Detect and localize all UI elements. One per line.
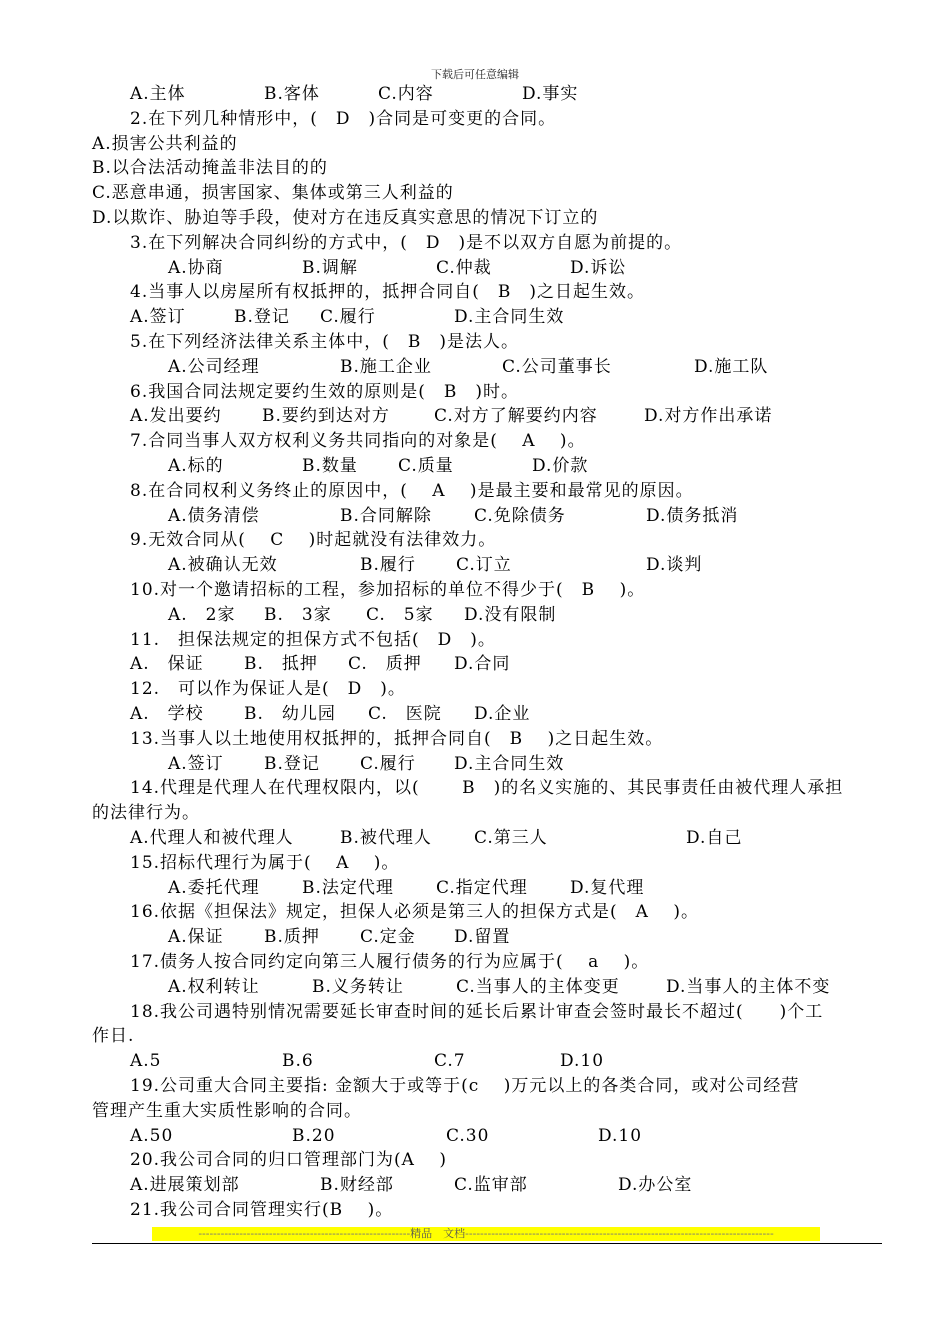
footer-dashes-left: --------------------------------------------------------- <box>198 1227 411 1240</box>
text-line: 3.在下列解决合同纠纷的方式中，( D )是不以双方自愿为前提的。 <box>130 232 683 253</box>
text-line: 作日. <box>92 1026 135 1047</box>
text-line: C.恶意串通，损害国家、集体或第三人利益的 <box>92 183 454 204</box>
option-item: C.仲裁 <box>436 257 492 278</box>
option-item: B.财经部 <box>320 1175 394 1196</box>
option-item: A.公司经理 <box>168 356 260 377</box>
text-line: 16.依据《担保法》规定，担保人必须是第三人的担保方式是( A )。 <box>130 902 699 923</box>
option-item: C.质量 <box>398 456 454 476</box>
text-line: 21.我公司合同管理实行(B )。 <box>130 1200 394 1220</box>
text-line: 8.在合同权利义务终止的原因中，( A )是最主要和最常见的原因。 <box>130 480 694 501</box>
option-item: C.公司董事长 <box>502 356 612 377</box>
option-item: B.合同解除 <box>340 505 432 526</box>
option-item: C.第三人 <box>474 828 548 848</box>
option-item: C.对方了解要约内容 <box>434 406 598 427</box>
footer-banner <box>152 1227 820 1241</box>
option-item: C.定金 <box>360 927 416 948</box>
option-item: B. 3家 <box>264 604 332 625</box>
option-item: B. 幼儿园 <box>244 704 336 724</box>
option-item: D.对方作出承诺 <box>644 406 773 427</box>
option-item: C.订立 <box>456 555 512 576</box>
option-item: D.主合同生效 <box>454 753 565 774</box>
option-item: B.20 <box>292 1125 336 1146</box>
option-item: A.权利转让 <box>168 976 260 997</box>
text-line: 17.债务人按合同约定向第三人履行债务的行为应属于( a )。 <box>130 952 650 972</box>
option-item: C.履行 <box>320 307 376 328</box>
text-line: B.以合法活动掩盖非法目的的 <box>92 158 328 179</box>
text-line: 20.我公司合同的归口管理部门为(A ) <box>130 1150 447 1171</box>
option-item: C. 医院 <box>368 704 442 724</box>
option-item: D.施工队 <box>694 356 769 377</box>
option-item: C.30 <box>446 1125 490 1146</box>
option-item: B.履行 <box>360 555 416 576</box>
option-item: D.办公室 <box>618 1175 693 1196</box>
option-item: C.7 <box>434 1051 466 1072</box>
option-item: D.10 <box>598 1125 643 1146</box>
option-item: A.代理人和被代理人 <box>130 828 294 848</box>
option-item: B.登记 <box>264 753 320 774</box>
option-item: A.协商 <box>168 257 224 278</box>
page-header: 下载后可任意编辑 <box>431 68 519 81</box>
option-item: A.50 <box>130 1125 174 1146</box>
option-item: B.客体 <box>264 84 320 104</box>
option-item: C.履行 <box>360 753 416 774</box>
option-item: B.法定代理 <box>302 877 394 898</box>
option-item: C.监审部 <box>454 1175 528 1196</box>
text-line: 4.当事人以房屋所有权抵押的，抵押合同自( B )之日起生效。 <box>130 282 645 303</box>
option-item: D.留置 <box>454 927 511 948</box>
text-line: 14.代理是代理人在代理权限内，以( B )的名义实施的、其民事责任由被代理人承担 <box>130 778 844 799</box>
option-item: B.6 <box>282 1051 314 1072</box>
option-item: D.诉讼 <box>570 257 627 278</box>
option-item: C. 5家 <box>366 604 434 625</box>
option-item: D.价款 <box>532 456 589 476</box>
text-line: 10.对一个邀请招标的工程，参加招标的单位不得少于( B )。 <box>130 580 646 600</box>
footer-dashes-right: ----------------------------------------------------------------------------------- <box>465 1227 774 1240</box>
option-item: A. 保证 <box>130 654 204 675</box>
option-item: D.谈判 <box>646 555 703 576</box>
option-item: D.主合同生效 <box>454 307 565 328</box>
option-item: D.10 <box>560 1051 605 1072</box>
text-line: 13.当事人以土地使用权抵押的，抵押合同自( B )之日起生效。 <box>130 728 664 749</box>
text-line: 7.合同当事人双方权利义务共同指向的对象是( A )。 <box>130 431 586 452</box>
text-line: 15.招标代理行为属于( A )。 <box>130 852 400 873</box>
option-item: A.签订 <box>130 307 186 328</box>
option-item: B. 抵押 <box>244 654 318 675</box>
option-item: A.进展策划部 <box>130 1175 240 1196</box>
option-item: D.当事人的主体不变 <box>666 976 831 997</box>
option-item: D.企业 <box>474 704 531 724</box>
text-line: 管理产生重大实质性影响的合同。 <box>92 1100 362 1121</box>
option-item: D.债务抵消 <box>646 505 739 526</box>
option-item: A.委托代理 <box>168 877 260 898</box>
footer-label: 精品 文档 <box>410 1227 466 1240</box>
option-item: D.事实 <box>522 84 579 104</box>
option-item: C.免除债务 <box>474 505 566 526</box>
option-item: C. 质押 <box>348 654 422 675</box>
option-item: A.债务清偿 <box>168 505 260 526</box>
text-line: 18.我公司遇特别情况需要延长审查时间的延长后累计审查会签时最长不超过( )个工 <box>130 1001 824 1022</box>
option-item: C.指定代理 <box>436 877 528 898</box>
text-line: A.损害公共利益的 <box>92 133 238 154</box>
option-item: B.质押 <box>264 927 320 948</box>
option-item: D.自己 <box>686 828 743 848</box>
option-item: A.发出要约 <box>130 406 222 427</box>
option-item: B.义务转让 <box>312 976 404 997</box>
option-item: B.被代理人 <box>340 828 432 848</box>
text-line: 11. 担保法规定的担保方式不包括( D )。 <box>130 629 496 650</box>
option-item: D.没有限制 <box>464 604 557 625</box>
text-line: 的法律行为。 <box>92 803 200 824</box>
text-line: 9.无效合同从( C )时起就没有法律效力。 <box>130 530 497 551</box>
text-line: 2.在下列几种情形中，( D )合同是可变更的合同。 <box>130 108 557 129</box>
option-item: C.内容 <box>378 84 434 104</box>
option-item: A.保证 <box>168 927 224 948</box>
text-line: 19.公司重大合同主要指: 金额大于或等于(c )万元以上的各类合同，或对公司经营 <box>130 1076 800 1096</box>
option-item: B.登记 <box>234 307 290 328</box>
text-line: D.以欺诈、胁迫等手段，使对方在违反真实意思的情况下订立的 <box>92 208 599 228</box>
footer-rule <box>92 1243 882 1244</box>
option-item: D.复代理 <box>570 877 645 898</box>
option-item: D.合同 <box>454 654 511 675</box>
text-line: 6.我国合同法规定要约生效的原则是( B )时。 <box>130 381 519 402</box>
option-item: A.被确认无效 <box>168 555 278 576</box>
option-item: A.签订 <box>168 753 224 774</box>
option-item: A. 学校 <box>130 704 204 724</box>
option-item: A.主体 <box>130 84 186 104</box>
option-item: A. 2家 <box>168 604 236 625</box>
option-item: B.要约到达对方 <box>262 406 390 427</box>
option-item: B.施工企业 <box>340 356 432 377</box>
text-line: 5.在下列经济法律关系主体中，( B )是法人。 <box>130 332 519 352</box>
option-item: C.当事人的主体变更 <box>456 976 620 997</box>
option-item: A.标的 <box>168 456 224 476</box>
option-item: B.调解 <box>302 257 358 278</box>
option-item: A.5 <box>130 1051 162 1072</box>
option-item: B.数量 <box>302 456 358 476</box>
text-line: 12. 可以作为保证人是( D )。 <box>130 679 406 700</box>
